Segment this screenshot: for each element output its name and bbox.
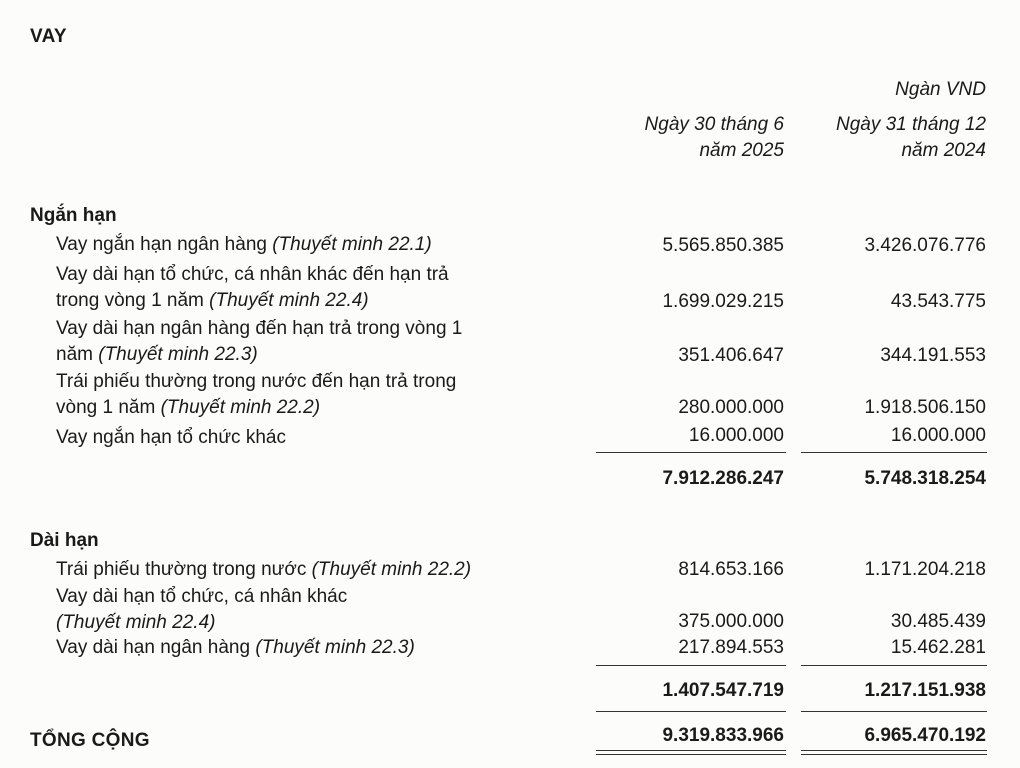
value-2025: 375.000.000 [678,611,784,632]
subtotal-rule [596,452,786,453]
row-label [56,262,449,314]
row-text: Trái phiếu thường trong nước đến hạn trả trong [56,371,457,392]
value-2024: 43.543.775 [890,291,986,312]
row-text: trong vòng 1 năm [56,290,210,311]
column-header-2024-line2: năm 2024 [901,140,986,161]
row-text: Vay dài hạn tổ chức, cá nhân khác [56,586,348,607]
subtotal-rule [801,452,987,453]
total-double-rule [801,754,987,755]
column-header-2025-line1: Ngày 30 tháng 6 [644,114,784,135]
column-header-2025 [645,112,784,164]
row-text: Vay ngắn hạn ngân hàng [56,234,273,255]
value-2024: 30.485.439 [890,611,986,632]
row-note: (Thuyết minh 22.1) [272,234,432,255]
column-header-2024-line1: Ngày 31 tháng 12 [835,114,986,135]
value-2024: 3.426.076.776 [864,235,986,256]
row-label [56,425,286,451]
total-2025: 9.319.833.966 [662,725,784,746]
section-heading-short-term: Ngắn hạn [30,205,117,226]
value-2025: 5.565.850.385 [662,235,784,256]
value-2025: 351.406.647 [678,345,784,366]
row-label [56,316,462,368]
total-double-rule [596,754,786,755]
total-rule [801,711,987,712]
row-note: (Thuyết minh 22.2) [311,559,472,580]
row-note: (Thuyết minh 22.2) [160,397,321,418]
row-note: (Thuyết minh 22.3) [98,344,258,365]
row-text: Vay dài hạn tổ chức, cá nhân khác đến hạn trả [56,264,449,285]
value-2024: 1.171.204.218 [864,559,986,580]
row-text: Vay dài hạn ngân hàng [56,637,256,658]
value-2024: 1.918.506.150 [864,397,986,418]
row-label [56,557,471,583]
column-header-2025-line2: năm 2025 [699,140,784,161]
row-text: Vay ngắn hạn tổ chức khác [56,427,286,448]
subtotal-rule [596,665,786,666]
value-2025: 1.699.029.215 [662,291,784,312]
row-text: Vay dài hạn ngân hàng đến hạn trả trong vòng 1 [56,318,463,339]
column-header-2024 [836,112,986,164]
total-double-rule [801,750,987,751]
value-2025: 280.000.000 [678,397,784,418]
subtotal-rule [801,665,987,666]
subtotal-2025: 1.407.547.719 [662,680,784,701]
row-note: (Thuyết minh 22.4) [56,612,216,633]
row-note: (Thuyết minh 22.3) [255,637,415,658]
value-2024: 16.000.000 [890,425,986,446]
unit-label: Ngàn VND [895,79,986,100]
row-text: vòng 1 năm [56,397,161,418]
subtotal-2025: 7.912.286.247 [662,468,784,489]
row-note: (Thuyết minh 22.4) [209,290,369,311]
section-heading-long-term: Dài hạn [30,530,99,551]
value-2024: 15.462.281 [890,637,986,658]
row-label [56,635,415,661]
row-text: năm [56,344,99,365]
total-label: TỔNG CỘNG [30,730,150,751]
row-label [56,232,432,258]
subtotal-2024: 1.217.151.938 [864,680,986,701]
total-rule [596,711,786,712]
row-label [56,584,347,636]
value-2025: 217.894.553 [678,637,784,658]
total-double-rule [596,750,786,751]
subtotal-2024: 5.748.318.254 [864,468,986,489]
value-2025: 814.653.166 [678,559,784,580]
value-2025: 16.000.000 [688,425,784,446]
page-title: VAY [30,26,67,47]
row-label [56,369,456,421]
total-2024: 6.965.470.192 [864,725,986,746]
row-text: Trái phiếu thường trong nước [56,559,312,580]
value-2024: 344.191.553 [880,345,986,366]
